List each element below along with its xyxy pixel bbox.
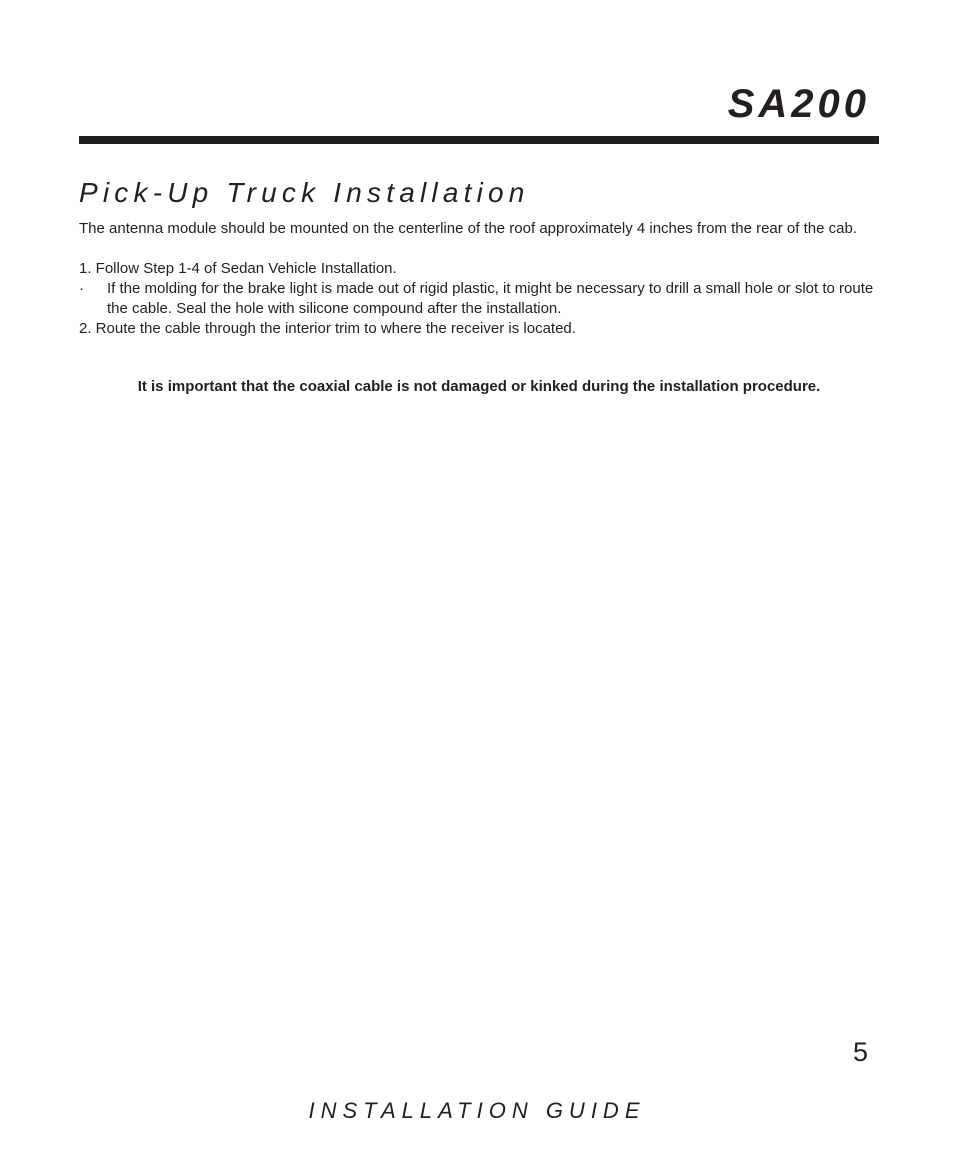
step-sub-item-text: If the molding for the brake light is made out of rigid plastic, it might be necessary to drill a small hole or slot to route the cable. Seal the hole with silicone compound after the installation. xyxy=(107,280,874,317)
step-item: 1. Follow Step 1-4 of Sedan Vehicle Installation. xyxy=(79,260,397,277)
document-model-title: SA200 xyxy=(727,82,870,126)
header-divider xyxy=(79,136,879,144)
step-sub-item xyxy=(79,279,879,319)
step-item: 2. Route the cable through the interior trim to where the receiver is located. xyxy=(79,320,576,337)
bullet-icon: · xyxy=(79,280,84,297)
installation-steps xyxy=(79,259,879,339)
footer-guide-title: INSTALLATION GUIDE xyxy=(308,1098,646,1123)
section-title: Pick-Up Truck Installation xyxy=(79,177,530,208)
intro-paragraph: The antenna module should be mounted on the centerline of the roof approximately 4 inches from the rear of the cab. xyxy=(79,220,857,237)
page-number: 5 xyxy=(852,1037,868,1067)
section-body xyxy=(79,219,879,339)
warning-note: It is important that the coaxial cable is not damaged or kinked during the installation procedure. xyxy=(137,378,821,395)
